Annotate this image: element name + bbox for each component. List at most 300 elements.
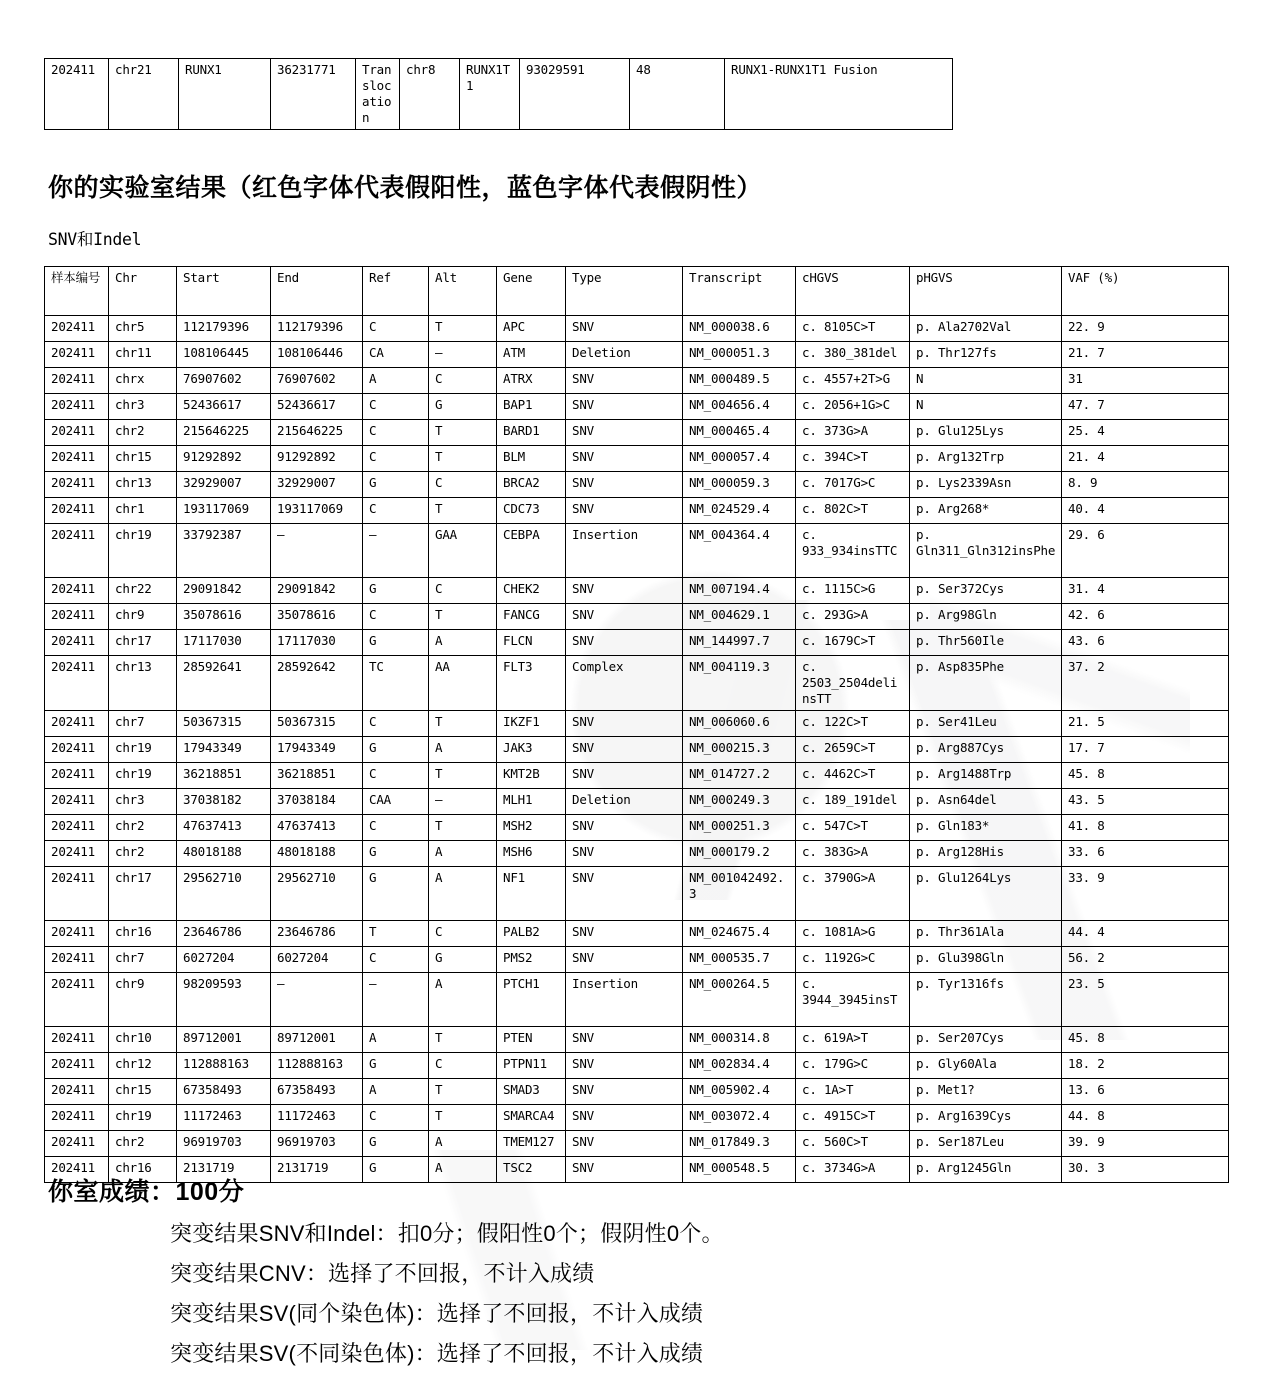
snv-table-header (45, 267, 1229, 316)
cell-chr: chr15 (109, 446, 177, 472)
score-line: 突变结果SNV和Indel：扣0分；假阳性0个；假阴性0个。 (170, 1221, 724, 1246)
cell-transcript: NM_014727.2 (683, 763, 796, 789)
cell-chr: chr7 (109, 947, 177, 973)
cell-vaf: 29. 6 (1062, 524, 1229, 578)
cell-chr: chr9 (109, 973, 177, 1027)
cell-phgvs: p. Thr560Ile (910, 630, 1062, 656)
cell-start: 36218851 (177, 763, 271, 789)
cell-gene: FLCN (497, 630, 566, 656)
cell-chr: chr5 (109, 316, 177, 342)
cell-gene: FANCG (497, 604, 566, 630)
cell-chr: chr9 (109, 604, 177, 630)
table-row (45, 578, 1229, 604)
cell-chgvs: c. 3734G>A (796, 1157, 910, 1183)
cell-phgvs: p. Glu125Lys (910, 420, 1062, 446)
table-row (45, 472, 1229, 498)
cell-alt: T (429, 763, 497, 789)
table-row (45, 524, 1229, 578)
cell-transcript: NM_000051.3 (683, 342, 796, 368)
cell-type: SNV (566, 578, 683, 604)
cell-alt: GAA (429, 524, 497, 578)
cell-end: 29562710 (271, 867, 363, 921)
cell-chgvs: c. 293G>A (796, 604, 910, 630)
cell-start: 112179396 (177, 316, 271, 342)
table-row (45, 867, 1229, 921)
cell-: 202411 (45, 815, 109, 841)
cell-type: SNV (566, 921, 683, 947)
sv-chr-a: chr21 (109, 59, 179, 130)
cell-alt: T (429, 604, 497, 630)
cell-ref: G (363, 1053, 429, 1079)
cell-transcript: NM_004656.4 (683, 394, 796, 420)
cell-transcript: NM_000038.6 (683, 316, 796, 342)
cell-vaf: 23. 5 (1062, 973, 1229, 1027)
cell-end: 2131719 (271, 1157, 363, 1183)
cell-end: 28592642 (271, 656, 363, 711)
cell-vaf: 22. 9 (1062, 316, 1229, 342)
cell-phgvs: p. Ser372Cys (910, 578, 1062, 604)
cell-transcript: NM_005902.4 (683, 1079, 796, 1105)
cell-transcript: NM_000057.4 (683, 446, 796, 472)
cell-: 202411 (45, 921, 109, 947)
table-row (45, 763, 1229, 789)
cell-chr: chr1 (109, 498, 177, 524)
cell-gene: IKZF1 (497, 711, 566, 737)
cell-chgvs: c. 1A>T (796, 1079, 910, 1105)
cell-type: SNV (566, 763, 683, 789)
cell-: 202411 (45, 1079, 109, 1105)
cell-: 202411 (45, 947, 109, 973)
cell-chgvs: c. 189_191del (796, 789, 910, 815)
cell-chgvs: c. 380_381del (796, 342, 910, 368)
cell-ref: C (363, 947, 429, 973)
cell-start: 29562710 (177, 867, 271, 921)
column-header-vaf: VAF (%) (1062, 267, 1229, 316)
cell-type: Complex (566, 656, 683, 711)
cell-chgvs: c. 619A>T (796, 1027, 910, 1053)
cell-chgvs: c. 373G>A (796, 420, 910, 446)
sv-translocation-table (44, 58, 953, 130)
sv-type: Translocation (356, 59, 400, 130)
cell-alt: C (429, 578, 497, 604)
cell-vaf: 18. 2 (1062, 1053, 1229, 1079)
table-row (45, 711, 1229, 737)
cell-: 202411 (45, 368, 109, 394)
cell-vaf: 13. 6 (1062, 1079, 1229, 1105)
cell-phgvs: p. Asp835Phe (910, 656, 1062, 711)
cell-end: 193117069 (271, 498, 363, 524)
cell-chgvs: c. 383G>A (796, 841, 910, 867)
cell-ref: CAA (363, 789, 429, 815)
cell-chr: chr12 (109, 1053, 177, 1079)
cell-: 202411 (45, 394, 109, 420)
cell-start: 91292892 (177, 446, 271, 472)
cell-: 202411 (45, 316, 109, 342)
cell-chgvs: c. 2659C>T (796, 737, 910, 763)
column-header-alt: Alt (429, 267, 497, 316)
cell-chr: chr19 (109, 763, 177, 789)
cell-chgvs: c. 1679C>T (796, 630, 910, 656)
cell-phgvs: p. Gln183* (910, 815, 1062, 841)
cell-vaf: 40. 4 (1062, 498, 1229, 524)
cell-phgvs: p. Lys2339Asn (910, 472, 1062, 498)
cell-end: 6027204 (271, 947, 363, 973)
cell-type: SNV (566, 368, 683, 394)
cell-ref: G (363, 578, 429, 604)
table-row (45, 973, 1229, 1027)
cell-: 202411 (45, 342, 109, 368)
cell-phgvs: p. Ala2702Val (910, 316, 1062, 342)
cell-start: 112888163 (177, 1053, 271, 1079)
cell-phgvs: p. Gln311_Gln312insPhe (910, 524, 1062, 578)
cell-ref: C (363, 1105, 429, 1131)
cell-transcript: NM_000251.3 (683, 815, 796, 841)
section-title-snv-indel: SNV和Indel (48, 230, 142, 249)
table-header-row (45, 267, 1229, 316)
sv-pos-a: 36231771 (271, 59, 356, 130)
cell-phgvs: p. Arg132Trp (910, 446, 1062, 472)
cell-start: 11172463 (177, 1105, 271, 1131)
cell-gene: CHEK2 (497, 578, 566, 604)
cell-start: 33792387 (177, 524, 271, 578)
cell-chr: chr16 (109, 921, 177, 947)
cell-chr: chr2 (109, 841, 177, 867)
cell-vaf: 39. 9 (1062, 1131, 1229, 1157)
cell-start: 48018188 (177, 841, 271, 867)
cell-gene: ATRX (497, 368, 566, 394)
score-lines (48, 1217, 1048, 1368)
cell-vaf: 21. 7 (1062, 342, 1229, 368)
table-row (45, 1027, 1229, 1053)
cell-ref: G (363, 472, 429, 498)
table-row (45, 1105, 1229, 1131)
table-row (45, 841, 1229, 867)
cell-gene: PMS2 (497, 947, 566, 973)
cell-start: 28592641 (177, 656, 271, 711)
cell-transcript: NM_024675.4 (683, 921, 796, 947)
cell-type: SNV (566, 316, 683, 342)
cell-transcript: NM_024529.4 (683, 498, 796, 524)
cell-chgvs: c. 547C>T (796, 815, 910, 841)
table-row (45, 947, 1229, 973)
cell-chgvs: c. 4462C>T (796, 763, 910, 789)
cell-chr: chr2 (109, 420, 177, 446)
cell-: 202411 (45, 737, 109, 763)
cell-type: SNV (566, 947, 683, 973)
cell-end: 67358493 (271, 1079, 363, 1105)
cell-transcript: NM_000465.4 (683, 420, 796, 446)
cell-gene: KMT2B (497, 763, 566, 789)
cell-gene: BLM (497, 446, 566, 472)
column-header-transcript: Transcript (683, 267, 796, 316)
cell-chr: chrx (109, 368, 177, 394)
cell-end: 76907602 (271, 368, 363, 394)
cell-end: 17943349 (271, 737, 363, 763)
cell-start: 50367315 (177, 711, 271, 737)
cell-chr: chr13 (109, 656, 177, 711)
cell-chgvs: c. 394C>T (796, 446, 910, 472)
cell-end: 215646225 (271, 420, 363, 446)
cell-type: Deletion (566, 342, 683, 368)
cell-ref: G (363, 630, 429, 656)
sv-reads: 48 (630, 59, 725, 130)
cell-chgvs: c. 1081A>G (796, 921, 910, 947)
cell-alt: C (429, 472, 497, 498)
column-header-chr: Chr (109, 267, 177, 316)
cell-transcript: NM_000215.3 (683, 737, 796, 763)
table-row (45, 498, 1229, 524)
cell-vaf: 33. 9 (1062, 867, 1229, 921)
cell-start: 215646225 (177, 420, 271, 446)
cell-start: 17117030 (177, 630, 271, 656)
column-header-end: End (271, 267, 363, 316)
cell-alt: — (429, 342, 497, 368)
cell-end: 91292892 (271, 446, 363, 472)
cell-gene: PALB2 (497, 921, 566, 947)
column-header-ref: Ref (363, 267, 429, 316)
cell-vaf: 43. 6 (1062, 630, 1229, 656)
cell-type: SNV (566, 472, 683, 498)
cell-ref: C (363, 420, 429, 446)
cell-start: 23646786 (177, 921, 271, 947)
cell-end: 112179396 (271, 316, 363, 342)
cell-alt: AA (429, 656, 497, 711)
cell-alt: A (429, 630, 497, 656)
cell-chgvs: c. 933_934insTTC (796, 524, 910, 578)
score-section (48, 1172, 1048, 1368)
cell-phgvs: p. Arg1488Trp (910, 763, 1062, 789)
cell-alt: T (429, 815, 497, 841)
cell-gene: FLT3 (497, 656, 566, 711)
cell-chgvs: c. 1192G>C (796, 947, 910, 973)
cell-chr: chr2 (109, 815, 177, 841)
cell-gene: SMARCA4 (497, 1105, 566, 1131)
sv-sample-id: 202411 (45, 59, 109, 130)
cell-alt: A (429, 841, 497, 867)
cell-alt: T (429, 1105, 497, 1131)
cell-end: 29091842 (271, 578, 363, 604)
cell-chr: chr16 (109, 1157, 177, 1183)
cell-alt: A (429, 867, 497, 921)
column-header-type: Type (566, 267, 683, 316)
cell-alt: A (429, 737, 497, 763)
cell-start: 32929007 (177, 472, 271, 498)
cell-ref: A (363, 1079, 429, 1105)
table-row (45, 420, 1229, 446)
cell-chgvs: c. 2503_2504delinsTT (796, 656, 910, 711)
cell-transcript: NM_000535.7 (683, 947, 796, 973)
column-header-phgvs: pHGVS (910, 267, 1062, 316)
cell-end: 50367315 (271, 711, 363, 737)
cell-phgvs: p. Arg268* (910, 498, 1062, 524)
cell-end: 48018188 (271, 841, 363, 867)
cell-chgvs: c. 3944_3945insT (796, 973, 910, 1027)
cell-start: 47637413 (177, 815, 271, 841)
cell-gene: BAP1 (497, 394, 566, 420)
cell-ref: G (363, 1157, 429, 1183)
cell-ref: C (363, 711, 429, 737)
cell-alt: T (429, 316, 497, 342)
cell-end: 47637413 (271, 815, 363, 841)
cell-start: 17943349 (177, 737, 271, 763)
cell-: 202411 (45, 446, 109, 472)
cell-transcript: NM_006060.6 (683, 711, 796, 737)
cell-chgvs: c. 7017G>C (796, 472, 910, 498)
cell-: 202411 (45, 973, 109, 1027)
cell-type: SNV (566, 498, 683, 524)
table-row (45, 737, 1229, 763)
cell-transcript: NM_000249.3 (683, 789, 796, 815)
cell-type: SNV (566, 630, 683, 656)
cell-type: SNV (566, 1105, 683, 1131)
cell-gene: MLH1 (497, 789, 566, 815)
cell-transcript: NM_000059.3 (683, 472, 796, 498)
table-row (45, 59, 953, 130)
cell-chgvs: c. 3790G>A (796, 867, 910, 921)
cell-start: 193117069 (177, 498, 271, 524)
cell-gene: SMAD3 (497, 1079, 566, 1105)
cell-phgvs: p. Tyr1316fs (910, 973, 1062, 1027)
cell-chr: chr22 (109, 578, 177, 604)
sv-chr-b: chr8 (400, 59, 460, 130)
cell-type: SNV (566, 1027, 683, 1053)
cell-alt: G (429, 394, 497, 420)
cell-transcript: NM_000548.5 (683, 1157, 796, 1183)
cell-end: 36218851 (271, 763, 363, 789)
score-title: 你室成绩：100分 (48, 1178, 245, 1206)
cell-gene: CDC73 (497, 498, 566, 524)
cell-vaf: 25. 4 (1062, 420, 1229, 446)
cell-alt: — (429, 789, 497, 815)
cell-ref: C (363, 394, 429, 420)
cell-type: SNV (566, 420, 683, 446)
cell-phgvs: N (910, 368, 1062, 394)
cell-gene: PTCH1 (497, 973, 566, 1027)
cell-chr: chr19 (109, 524, 177, 578)
cell-: 202411 (45, 498, 109, 524)
cell-transcript: NM_007194.4 (683, 578, 796, 604)
cell-gene: PTEN (497, 1027, 566, 1053)
cell-end: 32929007 (271, 472, 363, 498)
column-header-chgvs: cHGVS (796, 267, 910, 316)
cell-vaf: 43. 5 (1062, 789, 1229, 815)
cell-start: 6027204 (177, 947, 271, 973)
cell-vaf: 31 (1062, 368, 1229, 394)
cell-ref: CA (363, 342, 429, 368)
cell-type: SNV (566, 394, 683, 420)
cell-phgvs: p. Met1? (910, 1079, 1062, 1105)
cell-alt: T (429, 711, 497, 737)
cell-transcript: NM_000314.8 (683, 1027, 796, 1053)
cell-gene: TSC2 (497, 1157, 566, 1183)
cell-vaf: 8. 9 (1062, 472, 1229, 498)
table-row (45, 1131, 1229, 1157)
cell-transcript: NM_004119.3 (683, 656, 796, 711)
cell-chr: chr10 (109, 1027, 177, 1053)
cell-vaf: 44. 8 (1062, 1105, 1229, 1131)
cell-ref: C (363, 446, 429, 472)
cell-type: SNV (566, 867, 683, 921)
cell-transcript: NM_000179.2 (683, 841, 796, 867)
snv-indel-table (44, 266, 1229, 1183)
cell-ref: G (363, 1131, 429, 1157)
cell-transcript: NM_003072.4 (683, 1105, 796, 1131)
cell-gene: MSH6 (497, 841, 566, 867)
cell-start: 2131719 (177, 1157, 271, 1183)
cell-chr: chr11 (109, 342, 177, 368)
cell-type: Insertion (566, 524, 683, 578)
cell-ref: G (363, 841, 429, 867)
sv-pos-b: 93029591 (520, 59, 630, 130)
cell-start: 67358493 (177, 1079, 271, 1105)
cell-: 202411 (45, 420, 109, 446)
cell-chgvs: c. 122C>T (796, 711, 910, 737)
cell-ref: TC (363, 656, 429, 711)
column-header-gene: Gene (497, 267, 566, 316)
cell-gene: BRCA2 (497, 472, 566, 498)
cell-phgvs: p. Arg98Gln (910, 604, 1062, 630)
cell-start: 89712001 (177, 1027, 271, 1053)
column-header-start: Start (177, 267, 271, 316)
cell-gene: BARD1 (497, 420, 566, 446)
cell-chr: chr3 (109, 789, 177, 815)
table-row (45, 789, 1229, 815)
cell-vaf: 56. 2 (1062, 947, 1229, 973)
cell-alt: T (429, 446, 497, 472)
cell-end: 35078616 (271, 604, 363, 630)
cell-: 202411 (45, 1053, 109, 1079)
cell-start: 76907602 (177, 368, 271, 394)
cell-start: 37038182 (177, 789, 271, 815)
cell-phgvs: p. Arg887Cys (910, 737, 1062, 763)
cell-ref: A (363, 1027, 429, 1053)
cell-phgvs: p. Arg1639Cys (910, 1105, 1062, 1131)
cell-alt: T (429, 420, 497, 446)
cell-start: 35078616 (177, 604, 271, 630)
table-row (45, 316, 1229, 342)
cell-vaf: 21. 4 (1062, 446, 1229, 472)
cell-ref: — (363, 973, 429, 1027)
cell-chr: chr19 (109, 737, 177, 763)
cell-vaf: 45. 8 (1062, 1027, 1229, 1053)
cell-vaf: 47. 7 (1062, 394, 1229, 420)
cell-gene: APC (497, 316, 566, 342)
score-line: 突变结果SV(不同染色体)：选择了不回报，不计入成绩 (170, 1341, 704, 1366)
cell-transcript: NM_002834.4 (683, 1053, 796, 1079)
cell-: 202411 (45, 578, 109, 604)
cell-chr: chr2 (109, 1131, 177, 1157)
cell-ref: C (363, 604, 429, 630)
cell-ref: G (363, 867, 429, 921)
cell-alt: A (429, 1157, 497, 1183)
cell-: 202411 (45, 656, 109, 711)
cell-phgvs: p. Ser187Leu (910, 1131, 1062, 1157)
cell-: 202411 (45, 841, 109, 867)
cell-chr: chr17 (109, 867, 177, 921)
cell-end: — (271, 524, 363, 578)
cell-: 202411 (45, 763, 109, 789)
table-row (45, 394, 1229, 420)
cell-ref: A (363, 368, 429, 394)
cell-end: — (271, 973, 363, 1027)
cell-vaf: 31. 4 (1062, 578, 1229, 604)
cell-phgvs: p. Ser207Cys (910, 1027, 1062, 1053)
cell-gene: CEBPA (497, 524, 566, 578)
cell-vaf: 44. 4 (1062, 921, 1229, 947)
cell-end: 52436617 (271, 394, 363, 420)
cell-alt: C (429, 368, 497, 394)
table-row (45, 656, 1229, 711)
